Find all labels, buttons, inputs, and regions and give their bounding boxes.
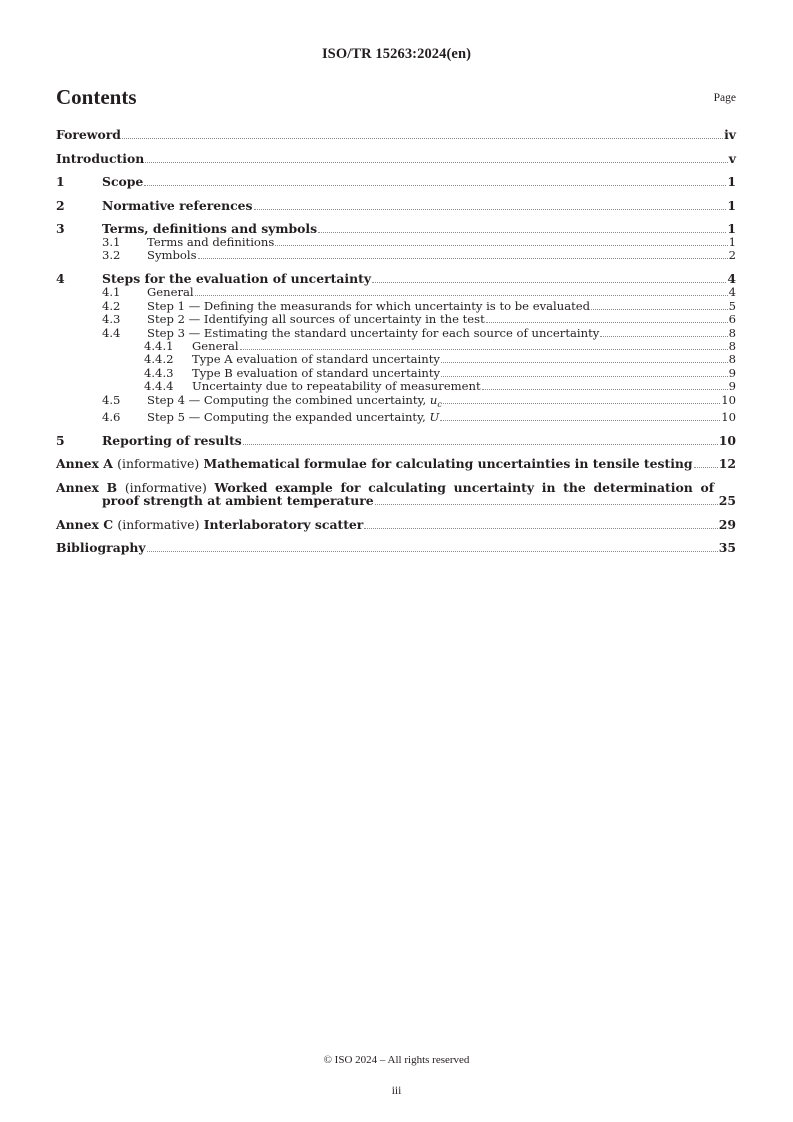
toc-entry-title: Normative references <box>102 197 253 213</box>
dot-leader <box>443 402 720 404</box>
toc-entry-title: Introduction <box>56 150 145 166</box>
toc-entry-4-3[interactable] <box>56 313 736 326</box>
toc-entry-page: 9 <box>728 365 736 380</box>
toc-entry-title: Bibliography <box>56 540 146 556</box>
toc-entry-title-line1 <box>56 481 736 494</box>
toc-entry-page: 35 <box>718 540 736 556</box>
toc-entry-4[interactable] <box>56 272 736 286</box>
toc-entry-number: 5 <box>56 432 65 448</box>
toc-entry-title: General <box>192 338 239 353</box>
toc-entry-title <box>147 394 442 411</box>
toc-entry-page: 9 <box>728 379 736 394</box>
annex-type: (informative) <box>117 456 200 472</box>
toc-entry-number: 4.2 <box>102 298 121 313</box>
toc-entry-title <box>147 411 439 424</box>
toc-entry-number: 4.6 <box>102 409 121 424</box>
dot-leader <box>147 550 718 552</box>
toc-entry-title: Terms, definitions and symbols <box>102 221 318 236</box>
toc-entry-title: General <box>147 285 194 300</box>
dot-leader <box>144 184 726 186</box>
toc-entry-title-text: Step 5 — Computing the expanded uncertainty, <box>147 409 430 424</box>
dot-leader <box>318 231 726 233</box>
toc-entry-title: Step 2 — Identifying all sources of uncertainty in the test <box>147 312 485 327</box>
toc-entry-number: 3 <box>56 221 65 236</box>
toc-entry-4-4-3[interactable] <box>56 367 736 380</box>
toc-entry-title: Type A evaluation of standard uncertainty <box>192 352 440 367</box>
dot-leader <box>486 321 728 323</box>
toc-entry-page: 1 <box>727 221 736 236</box>
annex-label: Annex A <box>56 456 113 472</box>
subscript-c: c <box>437 399 442 409</box>
symbol-u: u <box>429 392 438 407</box>
dot-leader <box>441 375 728 377</box>
toc-entry-page: 12 <box>718 456 736 472</box>
toc-entry-2[interactable] <box>56 199 736 213</box>
toc-entry-title: Reporting of results <box>102 432 242 448</box>
annex-title: Mathematical formulae for calculating uncertainties in tensile testing <box>203 456 693 472</box>
dot-leader <box>694 466 718 468</box>
toc-entry-number: 3.1 <box>102 235 121 249</box>
annex-title: Interlaboratory scatter <box>203 516 364 532</box>
dot-leader <box>254 208 727 210</box>
toc-entry-title: Steps for the evaluation of uncertainty <box>102 271 372 287</box>
toc-entry-number: 4 <box>56 271 65 287</box>
dot-leader <box>240 348 728 350</box>
toc-entry-page: 2 <box>728 248 736 263</box>
dot-leader <box>441 361 728 363</box>
toc-entry-title <box>56 457 693 470</box>
toc-entry-title: Terms and definitions <box>147 235 275 249</box>
dot-leader <box>482 388 728 390</box>
toc-entry-4-5[interactable] <box>56 394 736 411</box>
toc-entry-4-4-2[interactable] <box>56 353 736 366</box>
toc-entry-page: 1 <box>727 174 736 189</box>
dot-leader <box>198 257 728 259</box>
toc-entry-number: 4.5 <box>102 392 121 407</box>
symbol-U: U <box>429 409 440 424</box>
toc-entry-3-1[interactable] <box>56 236 736 249</box>
toc-entry-title-line2 <box>56 494 736 508</box>
toc-entry-page: 1 <box>728 235 736 249</box>
toc-entry-4-4-1[interactable] <box>56 340 736 353</box>
toc-entry-title: Symbols <box>147 248 197 263</box>
toc-entry-page: v <box>728 150 736 166</box>
toc-entry-page: 29 <box>718 516 736 532</box>
toc-entry-4-4-4[interactable] <box>56 380 736 393</box>
dot-leader <box>372 281 726 283</box>
annex-type: (informative) <box>124 479 207 495</box>
contents-heading: Contents <box>56 85 137 109</box>
toc-entry-page: 6 <box>728 312 736 327</box>
toc-entry-4-4[interactable] <box>56 327 736 340</box>
document-id-header: ISO/TR 15263:2024(en) <box>321 46 472 62</box>
toc-entry-3[interactable] <box>56 222 736 236</box>
copyright-footer: © ISO 2024 – All rights reserved <box>323 1054 470 1066</box>
toc-entry-page: 1 <box>727 197 736 213</box>
toc-entry-number: 4.3 <box>102 312 121 327</box>
dot-leader <box>375 503 718 505</box>
dot-leader <box>122 137 723 139</box>
toc-entry-number: 4.4 <box>102 325 121 340</box>
toc-entry-1[interactable] <box>56 175 736 189</box>
toc-entry-page: 10 <box>721 392 736 407</box>
dot-leader <box>591 308 728 310</box>
toc-entry-title: Step 1 — Defining the measurands for which uncertainty is to be evaluated <box>147 298 591 313</box>
toc-entry-title: Step 3 — Estimating the standard uncertainty for each source of uncertainty <box>147 325 600 340</box>
toc-entry-4-2[interactable] <box>56 300 736 313</box>
toc-entry-number: 2 <box>56 197 65 213</box>
annex-title: Worked example for calculating uncertainty in the determination of <box>214 479 715 495</box>
toc-entry-page: 4 <box>727 271 736 287</box>
dot-leader <box>145 161 728 163</box>
toc-entry-number: 4.4.2 <box>144 352 174 367</box>
toc-entry-number: 3.2 <box>102 248 121 263</box>
toc-entry-page: 8 <box>728 325 736 340</box>
toc-entry-title: Foreword <box>56 127 121 142</box>
toc-entry-page: 8 <box>728 338 736 353</box>
toc-entry-title: Uncertainty due to repeatability of measurement <box>192 379 481 394</box>
annex-title-continued: proof strength at ambient temperature <box>102 493 374 509</box>
toc-entry-number: 4.1 <box>102 285 121 300</box>
toc-entry-5[interactable] <box>56 434 736 448</box>
toc-entry-title-text: Step 4 — Computing the combined uncertainty, <box>147 392 430 407</box>
toc-entry-title: Type B evaluation of standard uncertainty <box>192 365 441 380</box>
page-column-label: Page <box>713 92 736 104</box>
toc-entry-title: Scope <box>102 174 144 189</box>
toc-entry-introduction[interactable] <box>56 152 736 166</box>
dot-leader <box>364 527 717 529</box>
toc-entry-bibliography[interactable] <box>56 541 736 555</box>
toc-entry-page: 5 <box>728 298 736 313</box>
toc-entry-page: 8 <box>728 352 736 367</box>
dot-leader <box>195 294 728 296</box>
toc-entry-annex-c[interactable] <box>56 518 736 532</box>
toc-entry-number: 1 <box>56 174 65 189</box>
annex-label: Annex B <box>56 479 118 495</box>
toc-entry-page: 10 <box>718 432 736 448</box>
toc-entry-number: 4.4.3 <box>144 365 174 380</box>
dot-leader <box>440 419 720 421</box>
toc-entry-foreword[interactable] <box>56 128 736 142</box>
dot-leader <box>275 244 727 246</box>
toc-entry-page: 10 <box>721 409 736 424</box>
table-of-contents <box>56 128 736 555</box>
annex-label: Annex C <box>56 516 114 532</box>
page-number: iii <box>391 1085 402 1097</box>
annex-type: (informative) <box>117 516 200 532</box>
toc-entry-annex-b[interactable] <box>56 481 736 508</box>
toc-entry-number: 4.4.4 <box>144 379 174 394</box>
toc-entry-title <box>56 518 363 531</box>
dot-leader <box>243 443 718 445</box>
toc-entry-page: 25 <box>718 493 736 509</box>
toc-entry-3-2[interactable] <box>56 249 736 262</box>
toc-entry-4-1[interactable] <box>56 286 736 299</box>
toc-entry-number: 4.4.1 <box>144 338 174 353</box>
dot-leader <box>600 335 727 337</box>
toc-entry-page: 4 <box>728 285 736 300</box>
toc-entry-annex-a[interactable] <box>56 457 736 471</box>
toc-entry-page: iv <box>724 127 736 142</box>
toc-entry-4-6[interactable] <box>56 411 736 424</box>
